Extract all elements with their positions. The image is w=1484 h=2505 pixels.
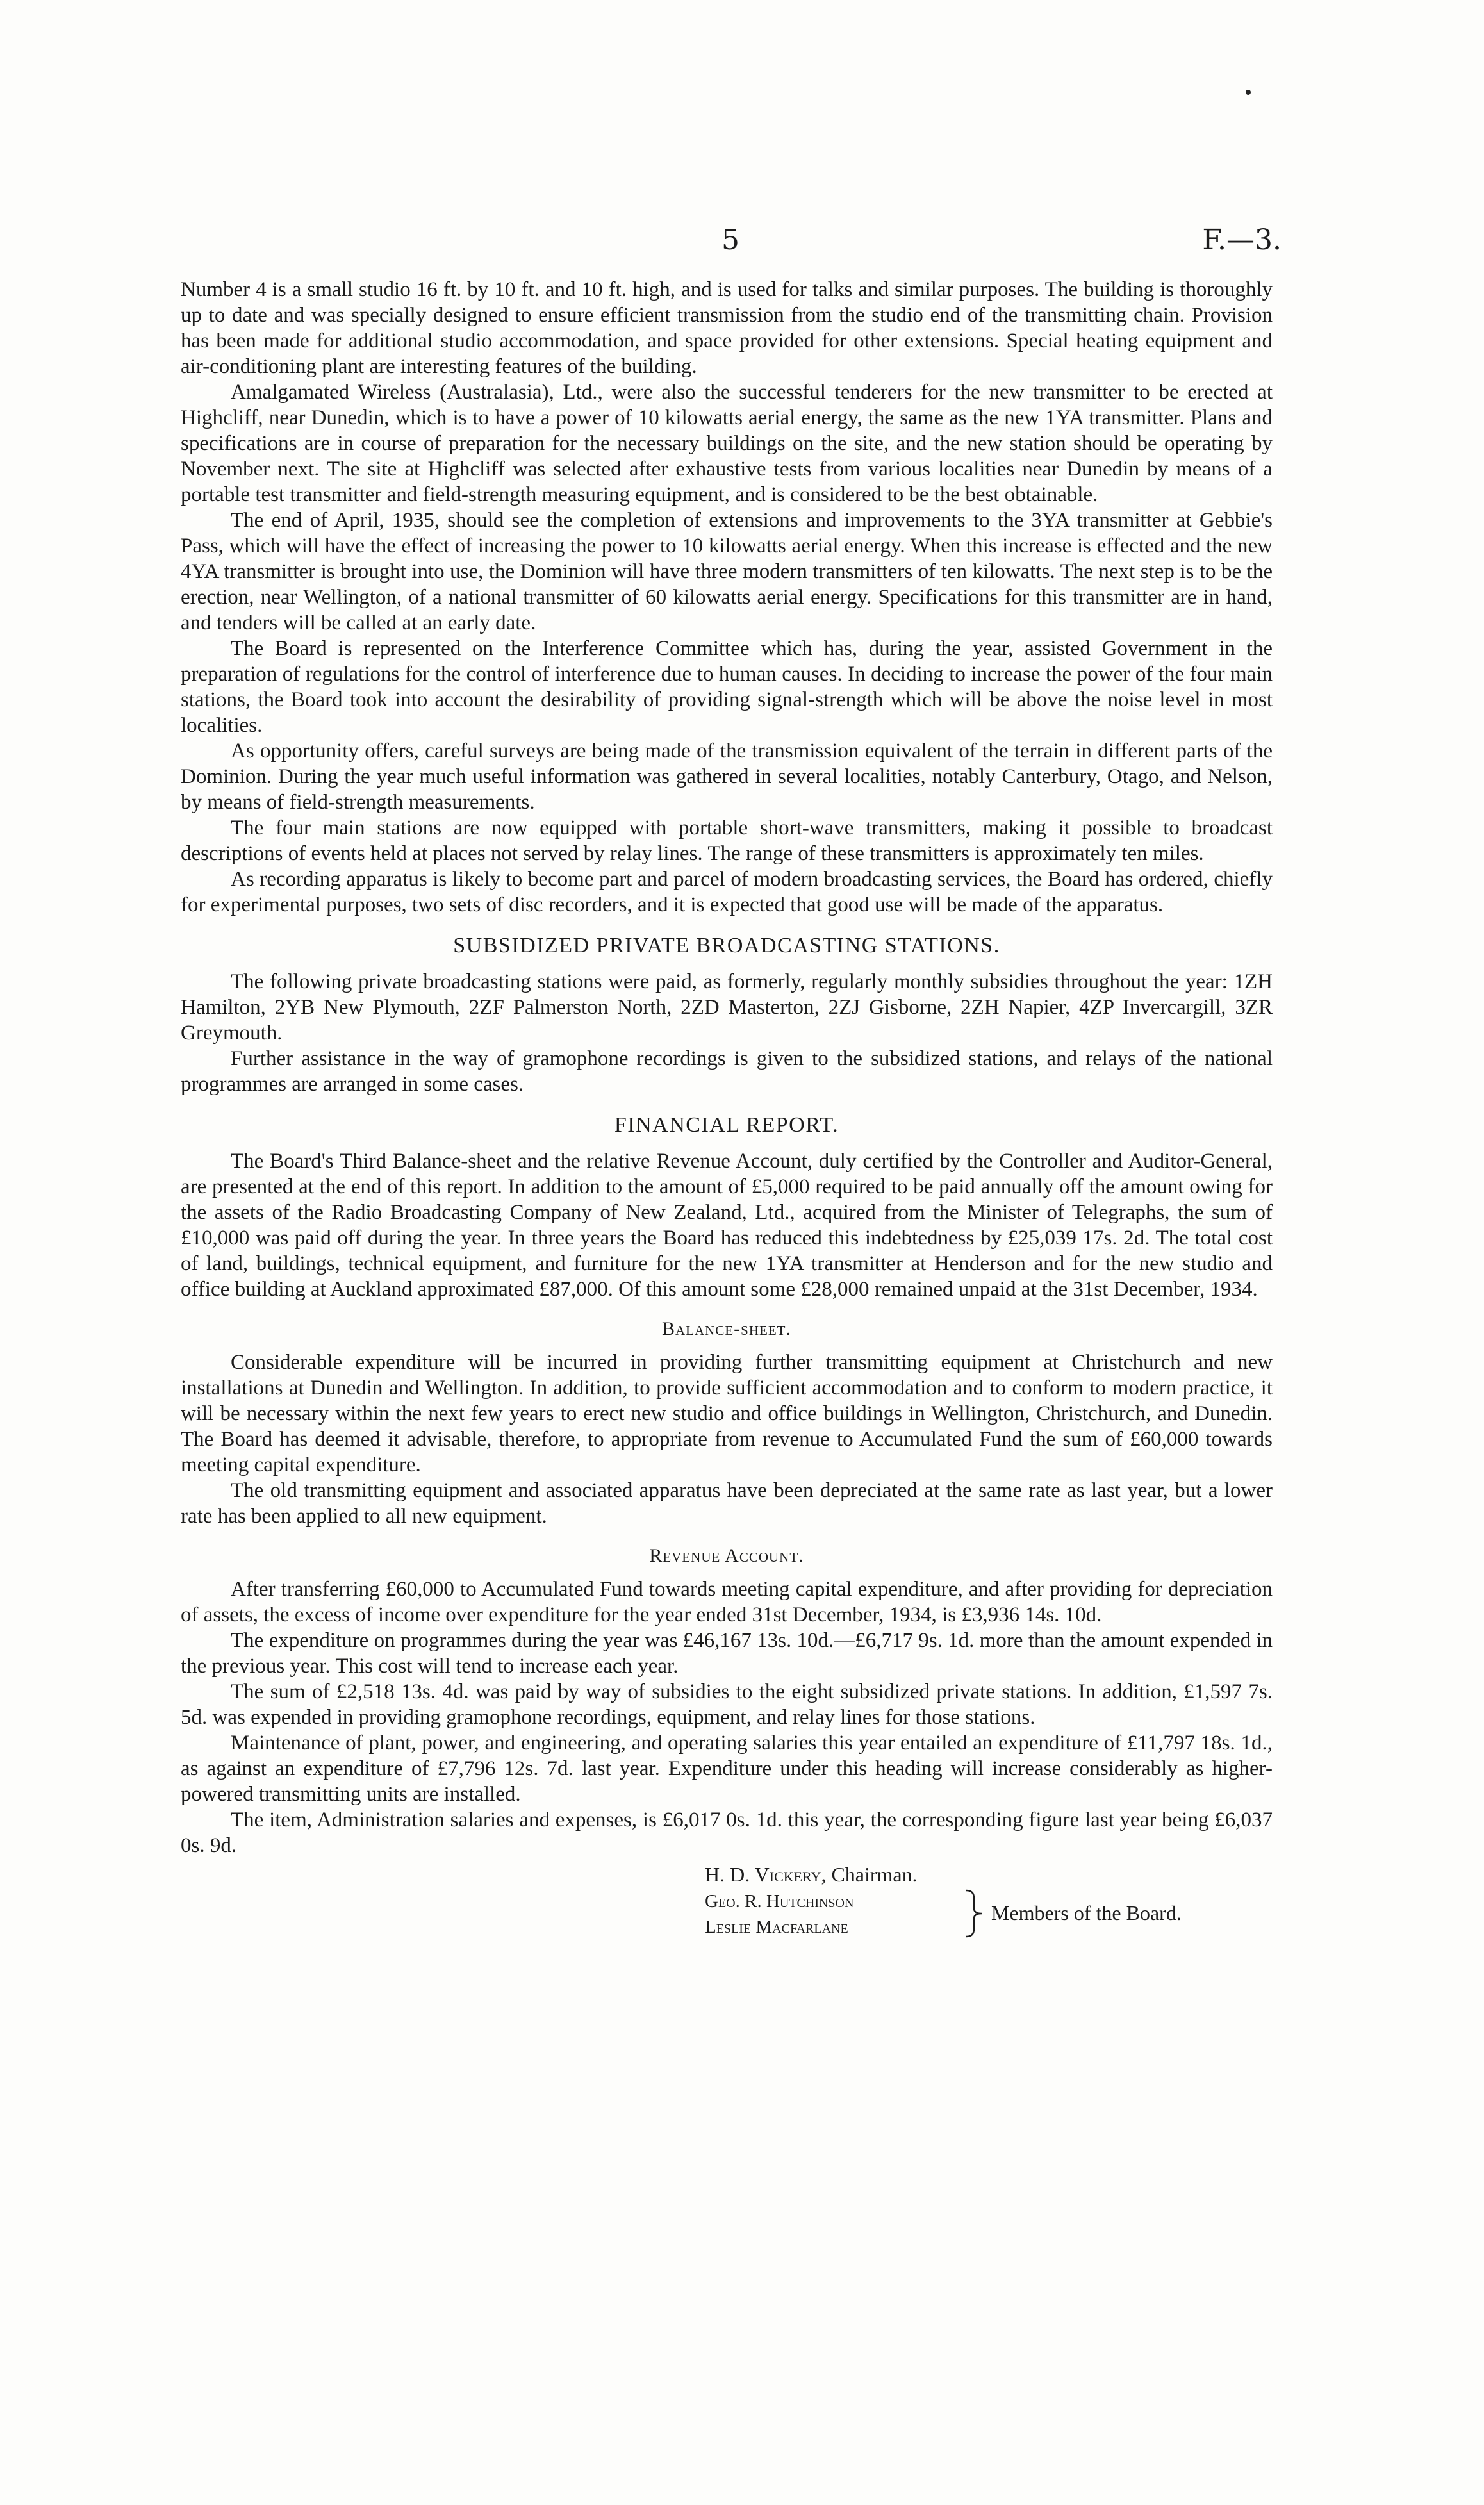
chairman-line — [705, 1862, 918, 1887]
heading-subsidized-stations: SUBSIDIZED PRIVATE BROADCASTING STATIONS. — [453, 934, 1000, 957]
balance-section — [181, 1350, 1273, 1529]
intro-section — [181, 277, 1273, 918]
member-macfarlane: Leslie Macfarlane — [705, 1917, 848, 1937]
heading-financial-report: FINANCIAL REPORT. — [614, 1113, 839, 1137]
heading-revenue-account: Revenue Account. — [649, 1545, 804, 1566]
document-reference: F.—3. — [1202, 224, 1282, 256]
paragraph: Considerable expenditure will be incurred in providing further transmitting equipment at Christchurch and new installations at Dunedin and Wellington. In addition, to provide sufficient accommodation and to conform to modern practice, it will be necessary within the next few years to erect new studio and office buildings in Wellington, Christchurch, and Dunedin. The Board has deemed it advisable, therefore, to appropriate from revenue to Accumulated Fund the sum of £60,000 towards meeting capital expenditure. — [181, 1351, 1273, 1476]
members-of-board-label: Members of the Board. — [991, 1901, 1182, 1924]
paragraph: The old transmitting equipment and associated apparatus have been depreciated at the same rate as last year, but a lower rate has been applied to all new equipment. — [181, 1479, 1273, 1528]
paragraph: Maintenance of plant, power, and engineering, and operating salaries this year entailed an expenditure of £11,797 18s. 1d., as against an expenditure of £7,796 12s. 7d. last year. Expenditure under this heading will increase considerably as higher-powered transmitting units are installed. — [181, 1732, 1273, 1806]
page-number: 5 — [721, 224, 739, 256]
paragraph: The expenditure on programmes during the year was £46,167 13s. 10d.—£6,717 9s. 1d. more than the amount expended in the previous year. This cost will tend to increase each year. — [181, 1629, 1273, 1678]
chairman-title: , Chairman. — [821, 1863, 918, 1886]
financial-section — [181, 1148, 1273, 1302]
paragraph: The four main stations are now equipped with portable short-wave transmitters, making it possible to broadcast descriptions of events held at places not served by relay lines. The range of these transmitters is approximately ten miles. — [181, 816, 1273, 865]
body-text — [181, 277, 1273, 1952]
paragraph: Further assistance in the way of gramophone recordings is given to the subsidized stations, and relays of the national programmes are arranged in some cases. — [181, 1047, 1273, 1096]
paragraph: The Board's Third Balance-sheet and the relative Revenue Account, duly certified by the Controller and Auditor-General, are presented at the end of this report. In addition to the amount of £5,000 required to be paid annually off the amount owing for the assets of the Radio Broadcasting Company of New Zealand, Ltd., acquired from the Minister of Telegraphs, the sum of £10,000 was paid off during the year. In three years the Board has reduced this indebtedness by £25,039 17s. 2d. The total cost of land, buildings, technical equipment, and furniture for the new 1YA transmitter at Henderson and for the new studio and office building at Auckland approximated £87,000. Of this amount some £28,000 remained unpaid at the 31st December, 1934. — [181, 1150, 1273, 1301]
scan-mark-dot — [1246, 90, 1251, 95]
heading-balance-sheet: Balance-sheet. — [662, 1318, 791, 1339]
brace-icon — [964, 1889, 987, 1938]
member-hutchinson: Geo. R. Hutchinson — [705, 1891, 854, 1912]
paragraph: The following private broadcasting stations were paid, as formerly, regularly monthly subsidies throughout the year: 1ZH Hamilton, 2YB New Plymouth, 2ZF Palmerston North, 2ZD Masterton, 2ZJ Gisborne, 2ZH Napier, 4ZP Invercargill, 3ZR Greymouth. — [181, 970, 1273, 1045]
paragraph: Number 4 is a small studio 16 ft. by 10 ft. and 10 ft. high, and is used for talks and similar purposes. The building is thoroughly up to date and was specially designed to ensure efficient transmission from the studio end of the transmitting chain. Provision has been made for additional studio accommodation, and space provided for other extensions. Special heating equipment and air-conditioning plant are interesting features of the building. — [181, 278, 1273, 378]
revenue-section — [181, 1576, 1273, 1858]
paragraph: The sum of £2,518 13s. 4d. was paid by way of subsidies to the eight subsidized private stations. In addition, £1,597 7s. 5d. was expended in providing gramophone recordings, equipment, and relay lines for those stations. — [181, 1680, 1273, 1729]
paragraph: The Board is represented on the Interference Committee which has, during the year, assisted Government in the preparation of regulations for the control of interference due to human causes. In deciding to increase the power of the four main stations, the Board took into account the desirability of providing signal-strength which will be above the noise level in most localities. — [181, 637, 1273, 737]
signature-block — [181, 1862, 1273, 1952]
chairman-name: H. D. Vickery — [705, 1863, 821, 1886]
paragraph: As recording apparatus is likely to become part and parcel of modern broadcasting services, the Board has ordered, chiefly for experimental purposes, two sets of disc recorders, and it is expected that good use will be made of the apparatus. — [181, 868, 1273, 916]
paragraph: After transferring £60,000 to Accumulated Fund towards meeting capital expenditure, and after providing for depreciation of assets, the excess of income over expenditure for the year ended 31st December, 1934, is £3,936 14s. 10d. — [181, 1578, 1273, 1626]
paragraph: Amalgamated Wireless (Australasia), Ltd., were also the successful tenderers for the new transmitter to be erected at Highcliff, near Dunedin, which is to have a power of 10 kilowatts aerial energy, the same as the new 1YA transmitter. Plans and specifications are in course of preparation for the necessary buildings on the site, and the new station should be operating by November next. The site at Highcliff was selected after exhaustive tests from various localities near Dunedin by means of a portable test transmitter and field-strength measuring equipment, and is considered to be the best obtainable. — [181, 381, 1273, 506]
paragraph: As opportunity offers, careful surveys are being made of the transmission equivalent of the terrain in different parts of the Dominion. During the year much useful information was gathered in several localities, notably Canterbury, Otago, and Nelson, by means of field-strength measurements. — [181, 740, 1273, 814]
paragraph: The end of April, 1935, should see the completion of extensions and improvements to the 3YA transmitter at Gebbie's Pass, which will have the effect of increasing the power to 10 kilowatts aerial energy. When this increase is effected and the new 4YA transmitter is brought into use, the Dominion will have three modern transmitters of ten kilowatts. The next step is to be the erection, near Wellington, of a national transmitter of 60 kilowatts aerial energy. Specifications for this transmitter are in hand, and tenders will be called at an early date. — [181, 509, 1273, 634]
paragraph: The item, Administration salaries and expenses, is £6,017 0s. 1d. this year, the corresponding figure last year being £6,037 0s. 9d. — [181, 1808, 1273, 1857]
subsidized-section — [181, 969, 1273, 1097]
